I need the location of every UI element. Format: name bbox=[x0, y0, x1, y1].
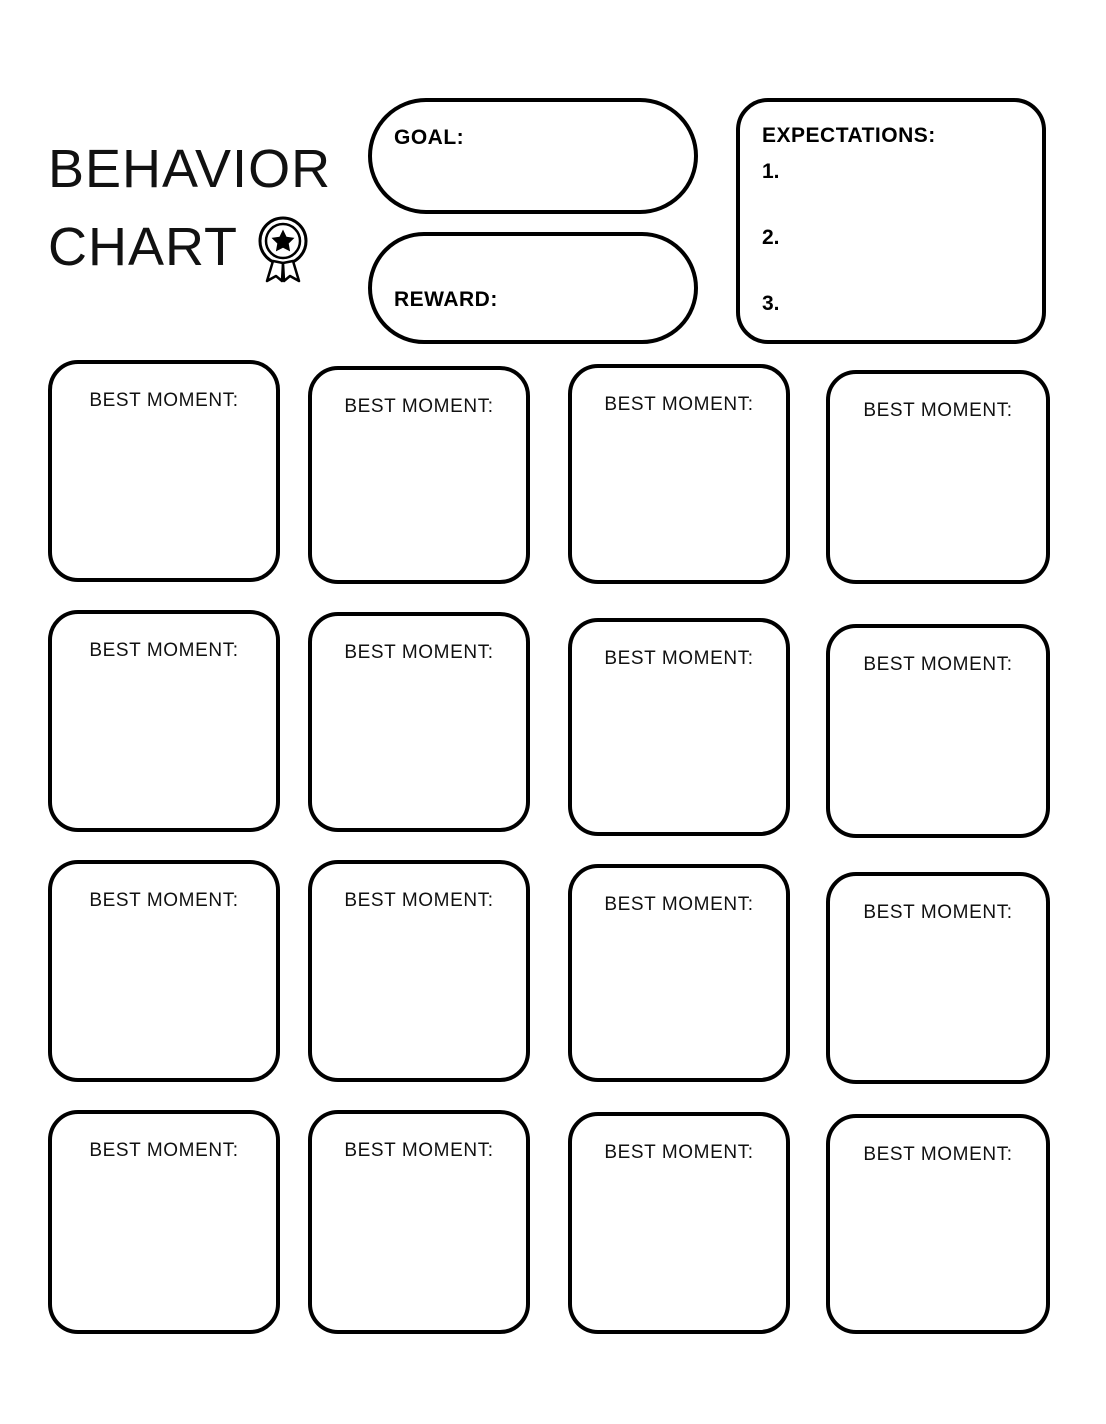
best-moment-label: BEST MOMENT: bbox=[89, 640, 239, 661]
best-moment-label: BEST MOMENT: bbox=[344, 396, 494, 417]
best-moment-label: BEST MOMENT: bbox=[604, 648, 754, 669]
title-line-2: CHART bbox=[48, 217, 239, 278]
best-moment-label: BEST MOMENT: bbox=[863, 902, 1013, 923]
best-moment-cell[interactable] bbox=[568, 364, 790, 584]
expectations-label: EXPECTATIONS: bbox=[762, 124, 936, 147]
best-moment-label: BEST MOMENT: bbox=[344, 642, 494, 663]
best-moment-cell[interactable] bbox=[48, 1110, 280, 1334]
best-moment-label: BEST MOMENT: bbox=[863, 654, 1013, 675]
best-moment-cell[interactable] bbox=[48, 610, 280, 832]
best-moment-label: BEST MOMENT: bbox=[863, 400, 1013, 421]
best-moment-label: BEST MOMENT: bbox=[344, 1140, 494, 1161]
best-moment-cell[interactable] bbox=[308, 1110, 530, 1334]
best-moment-cell[interactable] bbox=[826, 370, 1050, 584]
page-title bbox=[48, 130, 378, 287]
goal-field[interactable] bbox=[368, 98, 698, 214]
expectations-field[interactable] bbox=[736, 98, 1046, 344]
reward-label: REWARD: bbox=[394, 288, 498, 311]
best-moment-label: BEST MOMENT: bbox=[89, 390, 239, 411]
best-moment-cell[interactable] bbox=[826, 1114, 1050, 1334]
best-moment-label: BEST MOMENT: bbox=[89, 890, 239, 911]
award-ribbon-icon bbox=[252, 215, 314, 283]
goal-label: GOAL: bbox=[394, 126, 465, 149]
best-moment-label: BEST MOMENT: bbox=[604, 1142, 754, 1163]
reward-field[interactable] bbox=[368, 232, 698, 344]
best-moment-label: BEST MOMENT: bbox=[604, 394, 754, 415]
expectation-item-2[interactable]: 2. bbox=[762, 226, 780, 249]
title-row-2 bbox=[48, 208, 378, 286]
best-moment-cell[interactable] bbox=[826, 872, 1050, 1084]
title-line-1: BEHAVIOR bbox=[48, 139, 332, 199]
best-moment-cell[interactable] bbox=[568, 1112, 790, 1334]
best-moment-cell[interactable] bbox=[826, 624, 1050, 838]
best-moment-cell[interactable] bbox=[568, 864, 790, 1082]
best-moment-grid bbox=[0, 352, 1106, 1392]
best-moment-label: BEST MOMENT: bbox=[863, 1144, 1013, 1165]
best-moment-cell[interactable] bbox=[48, 360, 280, 582]
expectation-item-3[interactable]: 3. bbox=[762, 292, 780, 315]
best-moment-cell[interactable] bbox=[308, 612, 530, 832]
best-moment-cell[interactable] bbox=[308, 860, 530, 1082]
best-moment-label: BEST MOMENT: bbox=[344, 890, 494, 911]
header bbox=[0, 0, 1106, 350]
best-moment-label: BEST MOMENT: bbox=[604, 894, 754, 915]
expectation-item-1[interactable]: 1. bbox=[762, 160, 780, 183]
best-moment-cell[interactable] bbox=[48, 860, 280, 1082]
expectations-list bbox=[762, 160, 1022, 358]
best-moment-cell[interactable] bbox=[308, 366, 530, 584]
best-moment-cell[interactable] bbox=[568, 618, 790, 836]
best-moment-label: BEST MOMENT: bbox=[89, 1140, 239, 1161]
